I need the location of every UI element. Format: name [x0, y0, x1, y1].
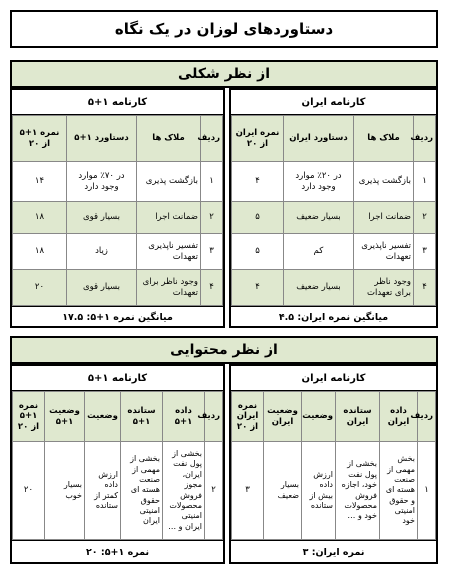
panel-p51-content [10, 364, 225, 564]
panel-title: کارنامه ۱+۵ [12, 366, 223, 391]
panel-title: کارنامه ایران [231, 366, 436, 391]
section-heading-formal: از نظر شکلی [10, 60, 438, 88]
table-row: ۱ بازگشت پذیری در ۷۰٪ موارد وجود دارد ۱۴ [13, 162, 223, 202]
table-row: ۲ ضمانت اجرا بسیار قوی ۱۸ [13, 202, 223, 234]
formal-iran-table [231, 115, 436, 306]
header-cell: دستاورد ۱+۵ [67, 116, 137, 162]
header-cell: ردیف [418, 392, 436, 442]
header-cell: نمره ۱+۵ از ۲۰ [13, 392, 45, 442]
header-cell: ملاک ها [137, 116, 201, 162]
table-row: ۳ تفسیر ناپذیری تعهدات زیاد ۱۸ [13, 234, 223, 270]
header-cell: داده ایران [380, 392, 418, 442]
average-score: میانگین نمره ایران: ۴.۵ [231, 306, 436, 327]
table-row: ۴ وجود ناظر برای تعهدات بسیار قوی ۲۰ [13, 270, 223, 306]
header-cell: داده ۱+۵ [163, 392, 205, 442]
section-heading-content: از نظر محتوایی [10, 336, 438, 364]
table-row: ۲ بخشی از پول نفت ایران، مجوز فروش محصولات امنیتی ایران و … بخشی از مهمی از صنعت هسته ای حقوق امنیتی ایران ارزش داده کمتر از ستانده بسیار خوب ۲۰ [13, 442, 223, 540]
header-cell: وضعیت ۱+۵ [45, 392, 85, 442]
header-cell: ستانده ایران [336, 392, 380, 442]
header-cell: دستاورد ایران [284, 116, 354, 162]
panel-iran-formal [229, 88, 438, 328]
header-cell: ردیف [414, 116, 436, 162]
content-iran-table [231, 391, 436, 540]
content-p51-table [12, 391, 223, 540]
header-cell: ردیف [201, 116, 223, 162]
panel-p51-formal [10, 88, 225, 328]
header-cell: نمره ایران از ۲۰ [232, 116, 284, 162]
header-cell: ردیف [205, 392, 223, 442]
header-cell: وضعیت [302, 392, 336, 442]
header-cell: ملاک ها [354, 116, 414, 162]
panel-title: کارنامه ۱+۵ [12, 90, 223, 115]
average-score: میانگین نمره ۱+۵: ۱۷.۵ [12, 306, 223, 327]
table-row: ۳ تفسیر ناپذیری تعهدات کم ۵ [232, 234, 436, 270]
table-row: ۱ بازگشت پذیری در ۲۰٪ موارد وجود دارد ۴ [232, 162, 436, 202]
total-score: نمره ۱+۵: ۲۰ [12, 540, 223, 563]
table-row: ۴ وجود ناظر برای تعهدات بسیار ضعیف ۴ [232, 270, 436, 306]
header-cell: وضعیت ایران [264, 392, 302, 442]
page-title: دستاوردهای لوزان در یک نگاه [10, 10, 438, 48]
table-row: ۲ ضمانت اجرا بسیار ضعیف ۵ [232, 202, 436, 234]
total-score: نمره ایران: ۳ [231, 540, 436, 563]
header-cell: نمره ۱+۵ از ۲۰ [13, 116, 67, 162]
panel-title: کارنامه ایران [231, 90, 436, 115]
header-cell: ستانده ۱+۵ [121, 392, 163, 442]
panel-iran-content [229, 364, 438, 564]
formal-p51-table [12, 115, 223, 306]
table-row: ۱ بخش مهمی از صنعت هسته ای و حقوق امنیتی خود بخشی از پول نفت خود، اجازه فروش محصولات خود و … ارزش داده بیش از ستانده بسیار ضعیف ۳ [232, 442, 436, 540]
header-cell: وضعیت [85, 392, 121, 442]
header-cell: نمره ایران از ۲۰ [232, 392, 264, 442]
